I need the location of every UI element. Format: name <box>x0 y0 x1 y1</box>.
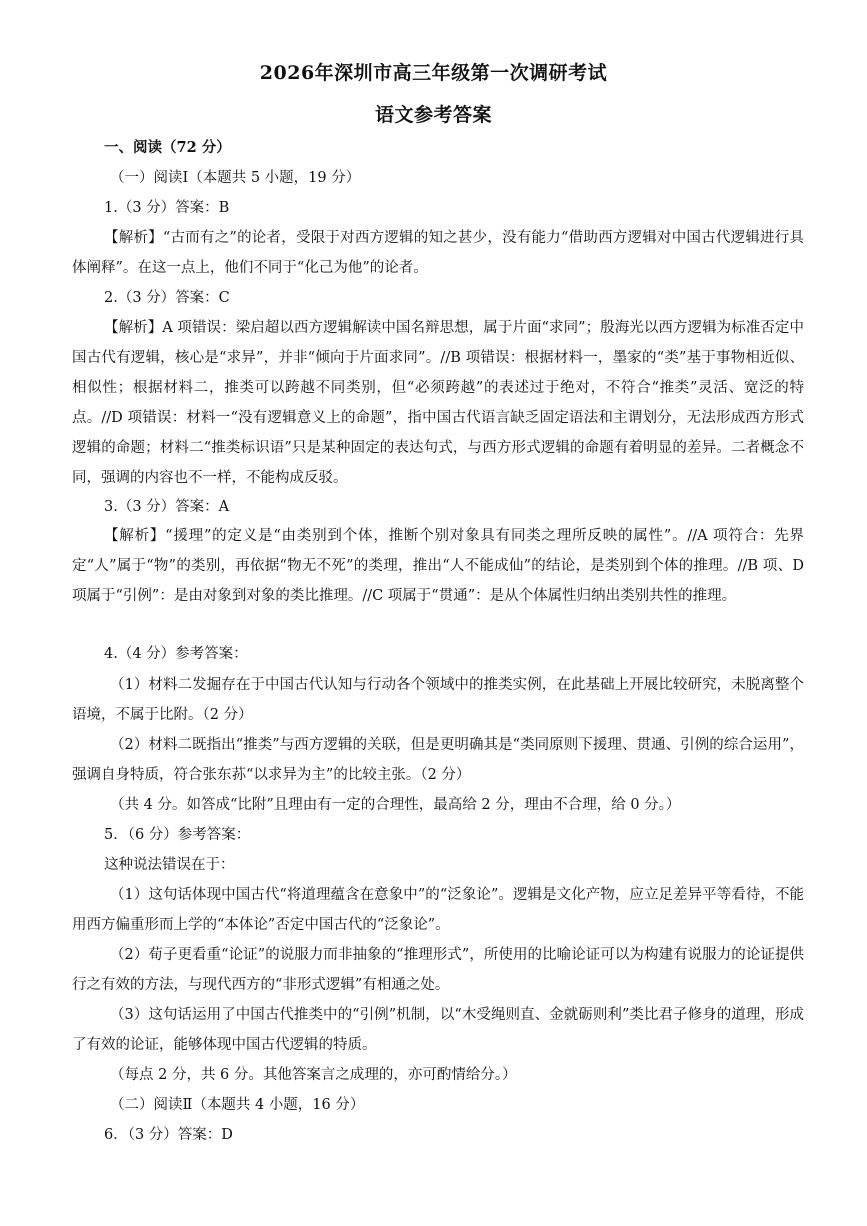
q5-heading: 5．（6 分）参考答案： <box>104 827 251 843</box>
q1-answer: 1.（3 分）答案：B <box>104 200 230 216</box>
q5-scoring-note: （每点 2 分，共 6 分。其他答案言之成理的，亦可酌情给分。） <box>110 1067 517 1083</box>
q5-intro: 这种说法错误在于： <box>104 857 235 873</box>
q4-heading: 4.（4 分）参考答案： <box>104 646 248 662</box>
q3-answer: 3.（3 分）答案：A <box>104 499 230 515</box>
q6-answer: 6．（3 分）答案：D <box>104 1127 233 1143</box>
page-title: 2026年深圳市高三年级第一次调研考试 <box>259 62 608 84</box>
q1-analysis: 【解析】“古而有之”的论者，受限于对西方逻辑的知之甚少，没有能力“借助西方逻辑对中国古代逻辑进行具体阐释”。在这一点上，他们不同于“化己为他”的论者。 <box>72 230 804 276</box>
page-subtitle: 语文参考答案 <box>374 104 492 126</box>
subsection-reading-1: （一）阅读Ⅰ（本题共 5 小题，19 分） <box>110 170 361 186</box>
q5-point-1: （1）这句话体现中国古代“将道理蕴含在意象中”的“泛象论”。逻辑是文化产物，应立足差异平等看待，不能用西方偏重形而上学的“本体论”否定中国古代的“泛象论”。 <box>72 887 804 933</box>
q5-point-2: （2）荀子更看重“论证”的说服力而非抽象的“推理形式”，所使用的比喻论证可以为构建有说服力的论证提供行之有效的方法，与现代西方的“非形式逻辑”有相通之处。 <box>72 947 804 993</box>
q3-analysis: 【解析】“援理”的定义是“由类别到个体，推断个别对象具有同类之理所反映的属性”。//A 项符合：先界定“人”属于“物”的类别，再依据“物无不死”的类理，推出“人不能成仙”的结论，是类别到个体的推理。//B 项、D 项属于“引例”：是由对象到对象的类比推理。//C 项属于“贯通”：是从个体属性归纳出类别共性的推理。 <box>72 528 804 604</box>
q5-point-3: （3）这句话运用了中国古代推类中的“引例”机制，以“木受绳则直、金就砺则利”类比君子修身的道理，形成了有效的论证，能够体现中国古代逻辑的特质。 <box>72 1007 804 1053</box>
q4-point-1: （1）材料二发掘存在于中国古代认知与行动各个领域中的推类实例，在此基础上开展比较研究，未脱离整个语境，不属于比附。（2 分） <box>72 677 804 723</box>
q2-answer: 2.（3 分）答案：C <box>104 290 230 306</box>
q4-scoring-note: （共 4 分。如答成“比附”且理由有一定的合理性，最高给 2 分，理由不合理，给 0 分。） <box>110 797 681 813</box>
q2-analysis: 【解析】A 项错误：梁启超以西方逻辑解读中国名辩思想，属于片面“求同”；殷海光以西方逻辑为标准否定中国古代有逻辑，核心是“求异”，并非“倾向于片面求同”。//B 项错误：根据材料一，墨家的“类”基于事物相近似、相似性；根据材料二，推类可以跨越不同类别，但“必须跨越”的表述过于绝对，不符合“推类”灵活、宽泛的特点。//D 项错误：材料一“没有逻辑意义上的命题”，指中国古代语言缺乏固定语法和主谓划分，无法形成西方形式逻辑的命题；材料二“推类标识语”只是某种固定的表达句式，与西方形式逻辑的命题有着明显的差异。二者概念不同，强调的内容也不一样，不能构成反驳。 <box>72 320 804 486</box>
q4-point-2: （2）材料二既指出“推类”与西方逻辑的关联，但是更明确其是“类同原则下援理、贯通、引例的综合运用”，强调自身特质，符合张东荪“以求异为主”的比较主张。（2 分） <box>72 737 804 783</box>
subsection-reading-2: （二）阅读Ⅱ（本题共 4 小题，16 分） <box>110 1097 365 1113</box>
section-reading-heading: 一、阅读（72 分） <box>104 139 231 156</box>
